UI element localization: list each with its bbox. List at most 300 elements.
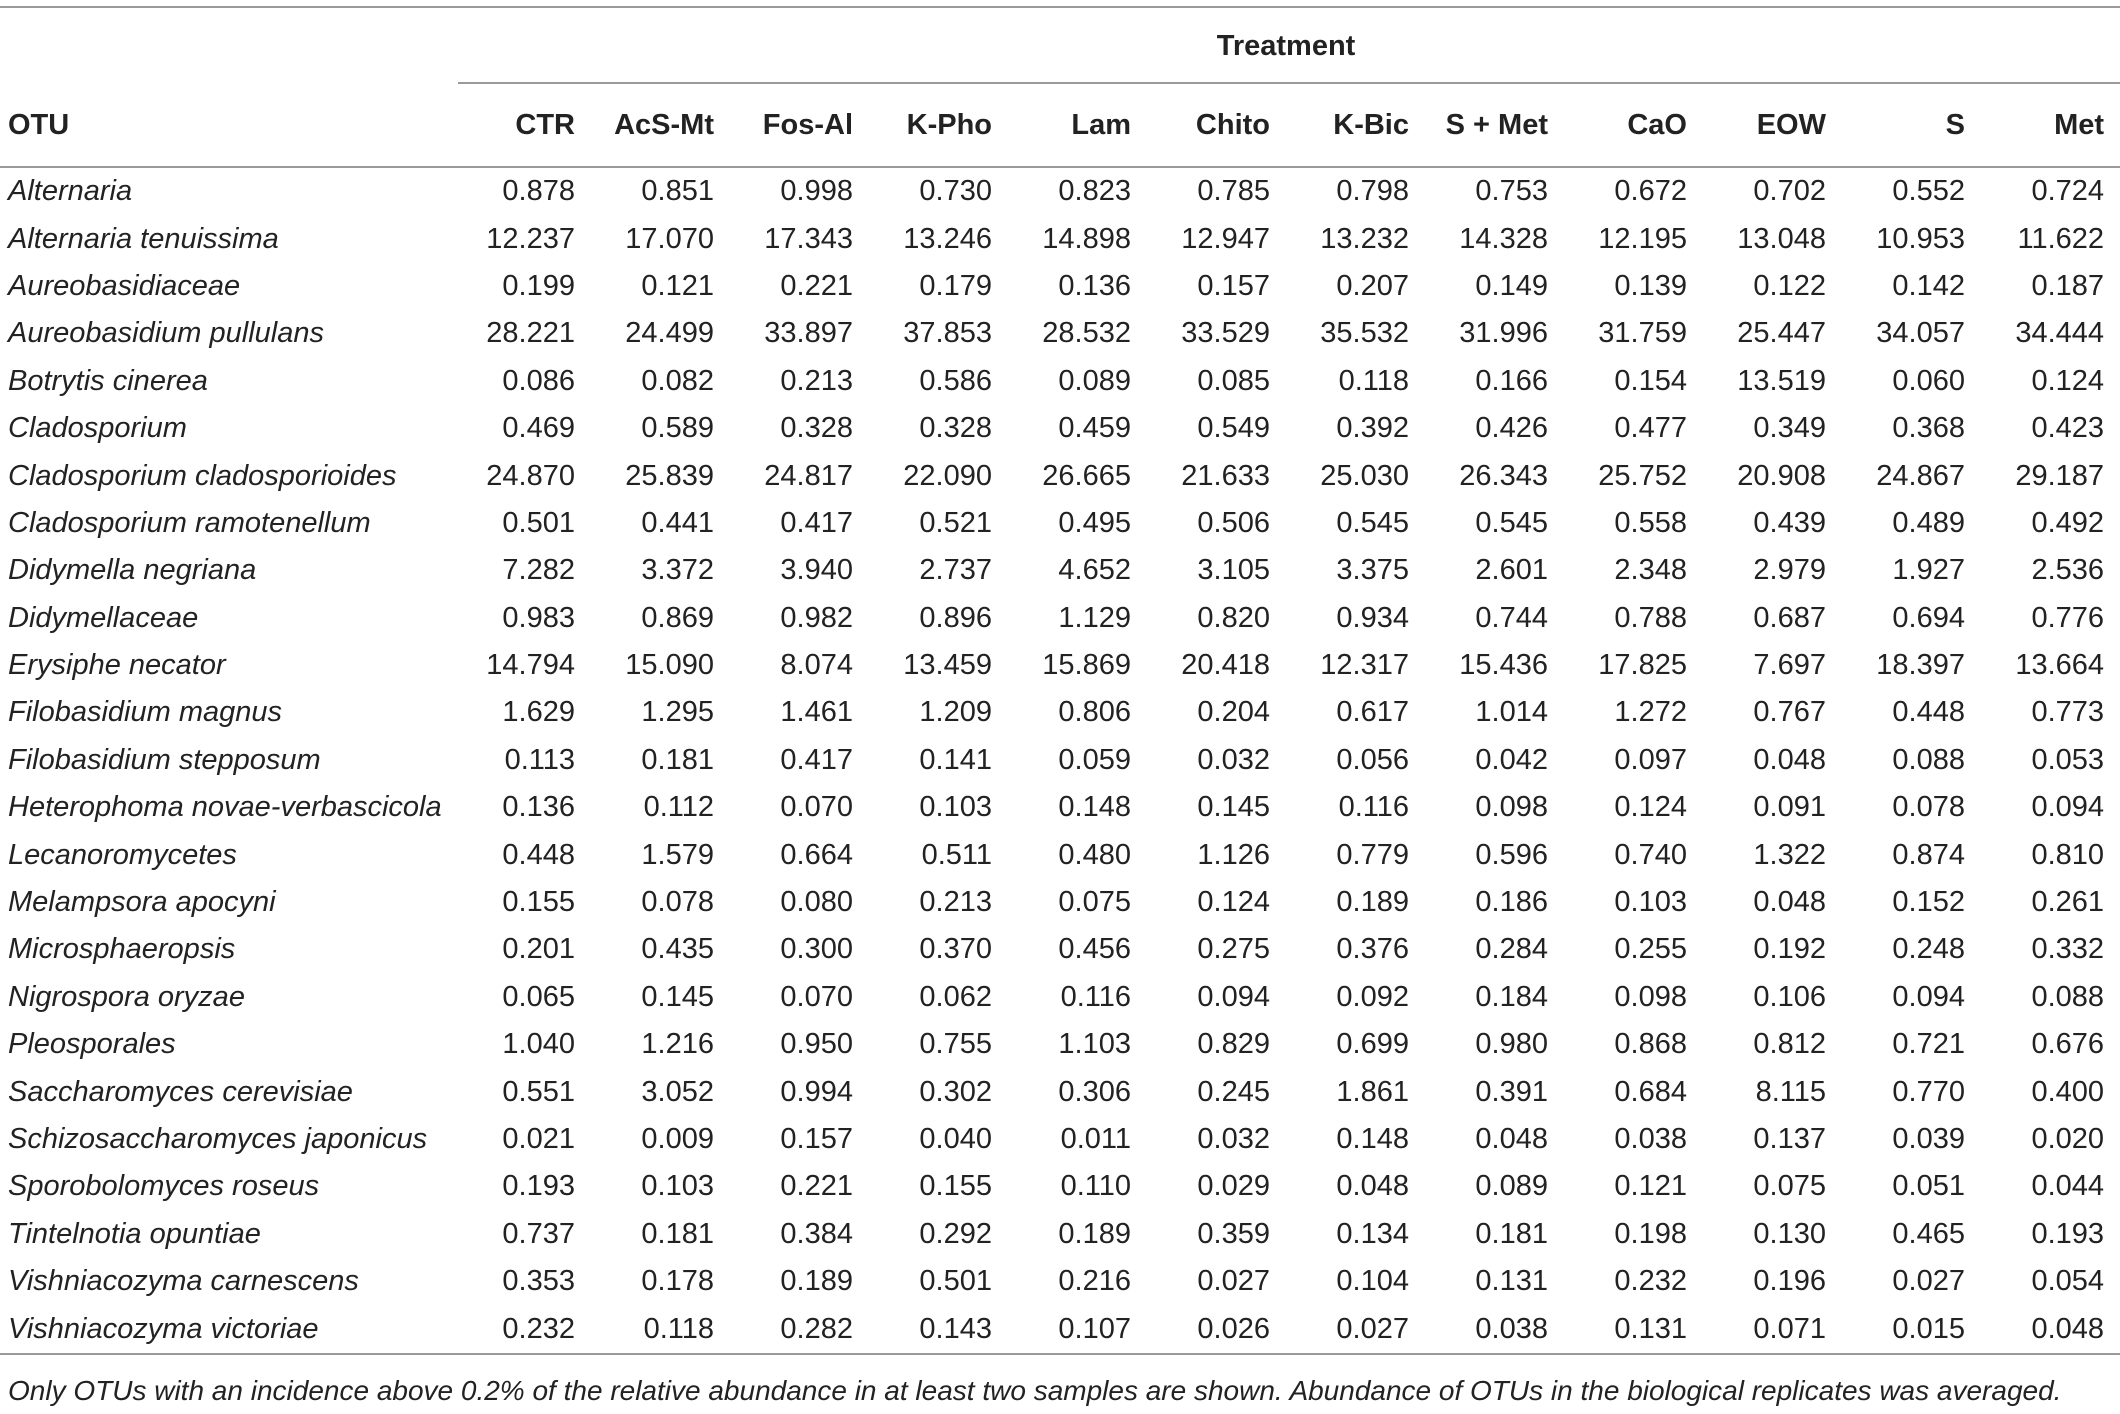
column-header: S + Met [1425,84,1564,167]
abundance-cell: 0.400 [2031,1075,2105,1108]
abundance-cell: 1.861 [1336,1075,1409,1108]
abundance-cell: 0.189 [1058,1217,1131,1250]
abundance-cell: 0.368 [1892,412,1965,445]
abundance-cell: 0.687 [1753,601,1826,634]
abundance-cell: 0.664 [780,838,853,871]
abundance-cell: 0.982 [780,601,853,634]
abundance-cell: 0.332 [2031,933,2105,966]
abundance-cell: 11.622 [2017,222,2105,255]
otu-name-cell: Schizosaccharomyces japonicus [8,1123,428,1155]
otu-name-cell: Saccharomyces cerevisiae [8,1075,353,1108]
abundance-cell: 0.196 [1753,1265,1826,1298]
abundance-cell: 0.737 [502,1217,575,1250]
abundance-cell: 0.118 [591,1305,730,1353]
abundance-cell: 0.112 [643,791,714,824]
abundance-cell: 0.721 [1892,1028,1965,1061]
abundance-cell: 0.456 [1058,933,1131,966]
table-row [0,1305,2120,1353]
abundance-cell: 0.767 [1753,696,1826,729]
abundance-cell: 25.447 [1737,317,1826,350]
abundance-cell: 0.075 [1058,886,1131,919]
abundance-cell: 0.091 [1753,791,1826,824]
abundance-cell: 0.694 [1892,601,1965,634]
otu-name-cell: Aureobasidiaceae [8,269,241,302]
abundance-cell: 0.130 [1753,1217,1826,1250]
abundance-cell: 0.851 [641,175,714,208]
abundance-cell: 0.788 [1614,601,1687,634]
abundance-cell: 0.216 [1058,1265,1131,1298]
abundance-cell: 13.048 [1737,222,1826,255]
abundance-cell: 0.082 [641,364,714,397]
abundance-cell: 0.545 [1475,506,1548,539]
abundance-cell: 0.026 [1147,1305,1286,1353]
otu-name-cell: Filobasidium stepposum [8,743,321,776]
abundance-cell: 1.272 [1614,696,1687,729]
abundance-cell: 0.032 [1197,743,1270,776]
abundance-cell: 31.996 [1459,317,1548,350]
abundance-cell: 26.343 [1459,459,1548,492]
otu-abundance-table [0,6,2120,1355]
abundance-cell: 13.459 [903,649,992,682]
abundance-cell: 0.874 [1892,838,1965,871]
abundance-cell: 0.148 [1336,1123,1409,1155]
otu-name-cell: Cladosporium [8,412,187,445]
abundance-cell: 0.699 [1336,1028,1409,1061]
abundance-cell: 0.730 [919,175,992,208]
abundance-cell: 4.652 [1058,554,1131,587]
table-row [0,405,2120,452]
abundance-cell: 0.806 [1058,696,1131,729]
abundance-cell: 0.998 [780,175,853,208]
abundance-cell: 0.092 [1336,980,1409,1013]
abundance-cell: 0.070 [780,791,853,824]
abundance-cell: 1.129 [1058,601,1131,634]
abundance-cell: 0.131 [1475,1265,1548,1298]
table-row [0,1163,2120,1210]
abundance-cell: 0.038 [1425,1305,1564,1353]
abundance-cell: 0.492 [2031,506,2105,539]
abundance-cell: 0.085 [1197,364,1270,397]
abundance-cell: 0.549 [1197,412,1270,445]
abundance-cell: 1.209 [919,696,992,729]
abundance-cell: 0.213 [780,364,853,397]
abundance-cell: 15.869 [1042,649,1131,682]
abundance-cell: 0.878 [502,175,575,208]
abundance-cell: 0.934 [1336,601,1409,634]
abundance-cell: 0.448 [1892,696,1965,729]
column-header: Lam [1008,84,1147,167]
abundance-cell: 0.702 [1753,175,1826,208]
abundance-cell: 0.199 [502,269,575,302]
abundance-cell: 1.629 [502,696,575,729]
abundance-cell: 20.908 [1737,459,1826,492]
abundance-cell: 0.103 [641,1170,714,1203]
abundance-cell: 0.207 [1336,269,1409,302]
column-header: K-Bic [1286,84,1425,167]
abundance-cell: 0.011 [1060,1123,1131,1155]
abundance-cell: 0.193 [2031,1217,2105,1250]
otu-name-cell: Pleosporales [8,1028,176,1061]
abundance-cell: 2.536 [2031,554,2105,587]
abundance-cell: 14.794 [486,649,575,682]
abundance-cell: 25.752 [1598,459,1687,492]
abundance-cell: 8.074 [780,649,853,682]
abundance-cell: 0.062 [919,980,992,1013]
abundance-cell: 0.980 [1475,1028,1548,1061]
abundance-cell: 0.104 [1336,1265,1409,1298]
abundance-cell: 15.090 [625,649,714,682]
abundance-cell: 0.149 [1475,269,1548,302]
otu-name-cell: Vishniacozyma carnescens [8,1265,359,1298]
abundance-cell: 0.051 [1892,1170,1965,1203]
abundance-cell: 8.115 [1755,1075,1826,1108]
abundance-cell: 0.136 [502,791,575,824]
abundance-cell: 1.216 [641,1028,714,1061]
abundance-cell: 34.444 [2015,317,2105,350]
abundance-cell: 0.122 [1753,269,1826,302]
abundance-cell: 0.617 [1336,696,1409,729]
otu-name-cell: Melampsora apocyni [8,886,276,919]
treatment-underline [458,82,2120,84]
abundance-cell: 0.328 [919,412,992,445]
abundance-cell: 0.186 [1475,886,1548,919]
abundance-cell: 0.596 [1475,838,1548,871]
abundance-cell: 0.435 [641,933,714,966]
abundance-cell: 0.078 [1892,791,1965,824]
abundance-cell: 0.157 [1197,269,1270,302]
abundance-cell: 35.532 [1320,317,1409,350]
abundance-cell: 0.142 [1892,269,1965,302]
abundance-cell: 34.057 [1876,317,1965,350]
table-row [0,642,2120,689]
abundance-cell: 0.353 [502,1265,575,1298]
abundance-cell: 0.088 [1892,743,1965,776]
table-row [0,500,2120,547]
abundance-cell: 0.166 [1475,364,1548,397]
abundance-cell: 13.246 [903,222,992,255]
abundance-cell: 0.044 [2031,1170,2105,1203]
abundance-cell: 0.384 [780,1217,853,1250]
abundance-cell: 0.009 [641,1123,714,1155]
group-header-blank [0,7,452,84]
abundance-cell: 10.953 [1876,222,1965,255]
abundance-cell: 0.141 [919,743,992,776]
abundance-cell: 12.195 [1598,222,1687,255]
table-row [0,310,2120,357]
abundance-cell: 0.441 [641,506,714,539]
abundance-cell: 0.070 [780,980,853,1013]
abundance-cell: 0.776 [2031,601,2105,634]
abundance-cell: 0.155 [919,1170,992,1203]
abundance-cell: 1.126 [1197,838,1270,871]
abundance-cell: 15.436 [1459,649,1548,682]
abundance-cell: 0.744 [1475,601,1548,634]
abundance-cell: 0.552 [1892,175,1965,208]
column-header-row [0,84,2120,167]
abundance-cell: 13.664 [2015,649,2105,682]
abundance-cell: 13.519 [1737,364,1826,397]
abundance-cell: 0.086 [502,364,575,397]
abundance-cell: 0.201 [502,933,575,966]
abundance-cell: 0.983 [502,601,575,634]
abundance-cell: 0.178 [641,1265,714,1298]
column-header: EOW [1703,84,1842,167]
abundance-cell: 17.070 [625,222,714,255]
abundance-cell: 14.328 [1459,222,1548,255]
abundance-cell: 0.181 [641,1217,714,1250]
abundance-cell: 0.221 [780,1170,853,1203]
abundance-cell: 0.040 [919,1123,992,1155]
abundance-cell: 0.121 [641,269,714,302]
abundance-cell: 0.823 [1058,175,1131,208]
abundance-cell: 0.779 [1336,838,1409,871]
abundance-cell: 0.495 [1058,506,1131,539]
column-header: K-Pho [869,84,1008,167]
abundance-cell: 25.839 [625,459,714,492]
abundance-cell: 0.048 [1981,1305,2120,1353]
abundance-cell: 0.232 [452,1305,591,1353]
abundance-cell: 0.094 [1892,980,1965,1013]
column-header: CTR [452,84,591,167]
abundance-cell: 0.039 [1892,1123,1965,1155]
abundance-cell: 0.075 [1753,1170,1826,1203]
table-footnote: Only OTUs with an incidence above 0.2% of the relative abundance in at least two samples are shown. Abundance of OTUs in the biological replicates was averaged. [8,1375,2062,1406]
abundance-cell: 33.529 [1181,317,1270,350]
abundance-cell: 0.134 [1336,1217,1409,1250]
abundance-cell: 0.089 [1058,364,1131,397]
abundance-cell: 12.947 [1181,222,1270,255]
abundance-cell: 0.501 [919,1265,992,1298]
abundance-cell: 0.448 [502,838,575,871]
table-row [0,926,2120,973]
abundance-cell: 3.375 [1336,554,1409,587]
abundance-cell: 0.551 [502,1075,575,1108]
abundance-cell: 0.089 [1475,1170,1548,1203]
abundance-cell: 1.322 [1753,838,1826,871]
abundance-cell: 12.237 [486,222,575,255]
abundance-cell: 0.810 [2031,838,2105,871]
abundance-cell: 0.994 [780,1075,853,1108]
abundance-cell: 0.489 [1892,506,1965,539]
table-row [0,595,2120,642]
abundance-cell: 0.098 [1475,791,1548,824]
abundance-cell: 0.896 [919,601,992,634]
abundance-cell: 0.785 [1197,175,1270,208]
abundance-cell: 0.136 [1058,269,1131,302]
abundance-cell: 0.193 [502,1170,575,1203]
abundance-cell: 0.755 [919,1028,992,1061]
abundance-cell: 0.103 [919,791,992,824]
table-row [0,263,2120,310]
abundance-cell: 14.898 [1042,222,1131,255]
abundance-cell: 0.501 [502,506,575,539]
abundance-cell: 0.032 [1197,1123,1270,1155]
abundance-cell: 25.030 [1320,459,1409,492]
abundance-cell: 0.589 [641,412,714,445]
table-row [0,974,2120,1021]
otu-name-cell: Nigrospora oryzae [8,980,245,1013]
abundance-cell: 2.979 [1753,554,1826,587]
abundance-cell: 17.825 [1598,649,1687,682]
abundance-cell: 0.359 [1197,1217,1270,1250]
otu-name-cell: Lecanoromycetes [8,838,237,871]
otu-name-cell: Microsphaeropsis [8,933,236,966]
column-header: Fos-Al [730,84,869,167]
abundance-cell: 17.343 [764,222,853,255]
abundance-cell: 0.056 [1336,743,1409,776]
table-row [0,879,2120,926]
abundance-cell: 0.110 [1060,1170,1131,1203]
abundance-cell: 24.499 [625,317,714,350]
abundance-cell: 0.284 [1475,933,1548,966]
table-row [0,831,2120,878]
otu-column-header: OTU [0,84,452,167]
abundance-cell: 24.867 [1876,459,1965,492]
abundance-cell: 3.052 [641,1075,714,1108]
abundance-cell: 0.829 [1197,1028,1270,1061]
abundance-cell: 18.397 [1876,649,1965,682]
abundance-cell: 0.465 [1892,1217,1965,1250]
abundance-cell: 13.232 [1320,222,1409,255]
abundance-cell: 0.155 [502,886,575,919]
abundance-cell: 1.927 [1892,554,1965,587]
abundance-cell: 1.579 [641,838,714,871]
abundance-cell: 0.282 [730,1305,869,1353]
abundance-cell: 0.328 [780,412,853,445]
abundance-cell: 0.103 [1614,886,1687,919]
abundance-cell: 0.417 [780,506,853,539]
abundance-cell: 0.080 [780,886,853,919]
abundance-cell: 0.048 [1475,1123,1548,1155]
abundance-cell: 0.521 [919,506,992,539]
abundance-cell: 0.048 [1753,743,1826,776]
abundance-cell: 0.048 [1753,886,1826,919]
abundance-cell: 0.417 [780,743,853,776]
otu-name-cell: Erysiphe necator [8,649,226,682]
abundance-cell: 0.392 [1336,412,1409,445]
abundance-cell: 0.078 [641,886,714,919]
abundance-cell: 0.059 [1058,743,1131,776]
otu-name-cell: Alternaria [8,175,133,208]
abundance-cell: 0.511 [921,838,992,871]
abundance-cell: 0.506 [1197,506,1270,539]
abundance-cell: 0.098 [1614,980,1687,1013]
abundance-cell: 0.107 [1008,1305,1147,1353]
treatment-header-label: Treatment [1216,29,1356,62]
abundance-cell: 0.684 [1614,1075,1687,1108]
abundance-cell: 0.232 [1614,1265,1687,1298]
abundance-cell: 0.221 [780,269,853,302]
column-header: Chito [1147,84,1286,167]
abundance-cell: 29.187 [2015,459,2105,492]
otu-name-cell: Aureobasidium pullulans [8,317,324,350]
otu-name-cell: Alternaria tenuissima [8,222,279,255]
table-row [0,1021,2120,1068]
abundance-cell: 0.145 [641,980,714,1013]
abundance-cell: 0.020 [2031,1123,2105,1155]
abundance-cell: 0.275 [1197,933,1270,966]
table-row [0,452,2120,499]
abundance-cell: 0.094 [2031,791,2105,824]
table-row [0,737,2120,784]
abundance-cell: 0.106 [1753,980,1826,1013]
abundance-cell: 0.740 [1614,838,1687,871]
column-header: S [1842,84,1981,167]
abundance-cell: 24.870 [486,459,575,492]
table-row [0,547,2120,594]
abundance-cell: 22.090 [903,459,992,492]
abundance-cell: 0.054 [2031,1265,2105,1298]
otu-name-cell: Vishniacozyma victoriae [0,1305,452,1353]
abundance-cell: 21.633 [1181,459,1270,492]
treatment-header [452,7,2120,84]
abundance-cell: 3.105 [1197,554,1270,587]
abundance-cell: 12.317 [1320,649,1409,682]
abundance-cell: 0.255 [1614,933,1687,966]
abundance-cell: 0.116 [1060,980,1131,1013]
abundance-cell: 20.418 [1181,649,1270,682]
abundance-cell: 0.148 [1058,791,1131,824]
table-body [0,167,2120,1354]
abundance-cell: 0.820 [1197,601,1270,634]
table-container [0,6,2120,1355]
abundance-cell: 0.124 [1197,886,1270,919]
abundance-cell: 0.798 [1336,175,1409,208]
abundance-cell: 26.665 [1042,459,1131,492]
abundance-cell: 0.423 [2031,412,2105,445]
abundance-cell: 0.198 [1614,1217,1687,1250]
abundance-cell: 33.897 [764,317,853,350]
abundance-cell: 0.245 [1197,1075,1270,1108]
abundance-cell: 0.545 [1336,506,1409,539]
otu-name-cell: Botrytis cinerea [8,364,208,397]
abundance-cell: 0.724 [2031,175,2105,208]
otu-name-cell: Filobasidium magnus [8,696,283,729]
abundance-cell: 0.139 [1614,269,1687,302]
abundance-cell: 0.261 [2031,886,2105,919]
abundance-cell: 0.029 [1197,1170,1270,1203]
abundance-cell: 0.306 [1058,1075,1131,1108]
abundance-cell: 0.060 [1892,364,1965,397]
abundance-cell: 7.282 [502,554,575,587]
abundance-cell: 0.184 [1475,980,1548,1013]
abundance-cell: 0.189 [1336,886,1409,919]
otu-name-cell: Tintelnotia opuntiae [8,1217,261,1250]
abundance-cell: 0.116 [1338,791,1409,824]
abundance-cell: 28.221 [486,317,575,350]
group-header-row [0,7,2120,84]
abundance-cell: 1.103 [1058,1028,1131,1061]
abundance-cell: 0.187 [2031,269,2105,302]
abundance-cell: 0.869 [641,601,714,634]
abundance-cell: 0.038 [1614,1123,1687,1155]
otu-name-cell: Sporobolomyces roseus [8,1170,320,1203]
abundance-cell: 0.349 [1753,412,1826,445]
abundance-cell: 0.189 [780,1265,853,1298]
abundance-cell: 0.015 [1842,1305,1981,1353]
abundance-cell: 7.697 [1753,649,1826,682]
abundance-cell: 0.376 [1336,933,1409,966]
otu-name-cell: Didymellaceae [8,601,199,634]
abundance-cell: 0.426 [1475,412,1548,445]
column-header: AcS-Mt [591,84,730,167]
abundance-cell: 0.124 [1614,791,1687,824]
table-row [0,1116,2120,1163]
table-row [0,1068,2120,1115]
abundance-cell: 0.027 [1197,1265,1270,1298]
abundance-cell: 0.480 [1058,838,1131,871]
abundance-cell: 0.770 [1892,1075,1965,1108]
